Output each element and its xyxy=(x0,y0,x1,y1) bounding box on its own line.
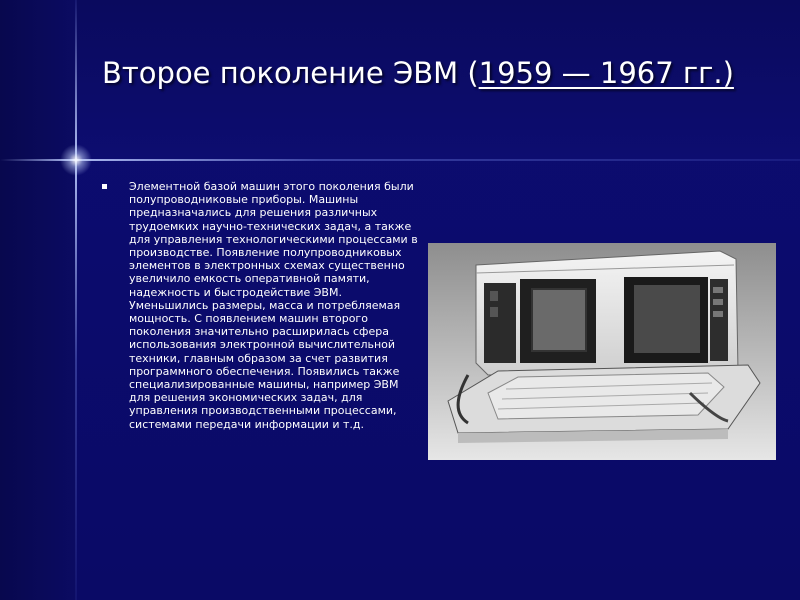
title-prefix: Второе поколение ЭВМ ( xyxy=(102,56,479,90)
bullet-text: Элементной базой машин этого поколения были полупроводниковые приборы. Машины предназначались для решения различных трудоемких научно-технических задач, а также для управления технологическими процессами в производстве. Появление полупроводниковых элементов в электронных схемах существенно увеличило емкость оперативной памяти, надежность и быстродействие ЭВМ. Уменьшились размеры, масса и потребляемая мощность. С появлением машин второго поколения значительно расширилась сфера использования электронной вычислительной техники, главным образом за счет развития программного обеспечения. Появились также специализированные машины, например ЭВМ для решения экономических задач, для управления производственными процессами, системами передачи информации и т.д. xyxy=(129,180,418,431)
bullet-icon xyxy=(102,184,107,189)
list-item xyxy=(102,180,422,431)
bullet-list xyxy=(102,180,422,431)
horizontal-flare-line xyxy=(0,159,800,161)
left-decor-band xyxy=(0,0,76,600)
computer-photo xyxy=(428,243,776,460)
vertical-flare-line xyxy=(75,0,77,600)
star-flare-icon xyxy=(60,144,92,176)
slide-title xyxy=(102,56,742,90)
title-years-link[interactable]: 1959 — 1967 гг.) xyxy=(478,56,734,90)
